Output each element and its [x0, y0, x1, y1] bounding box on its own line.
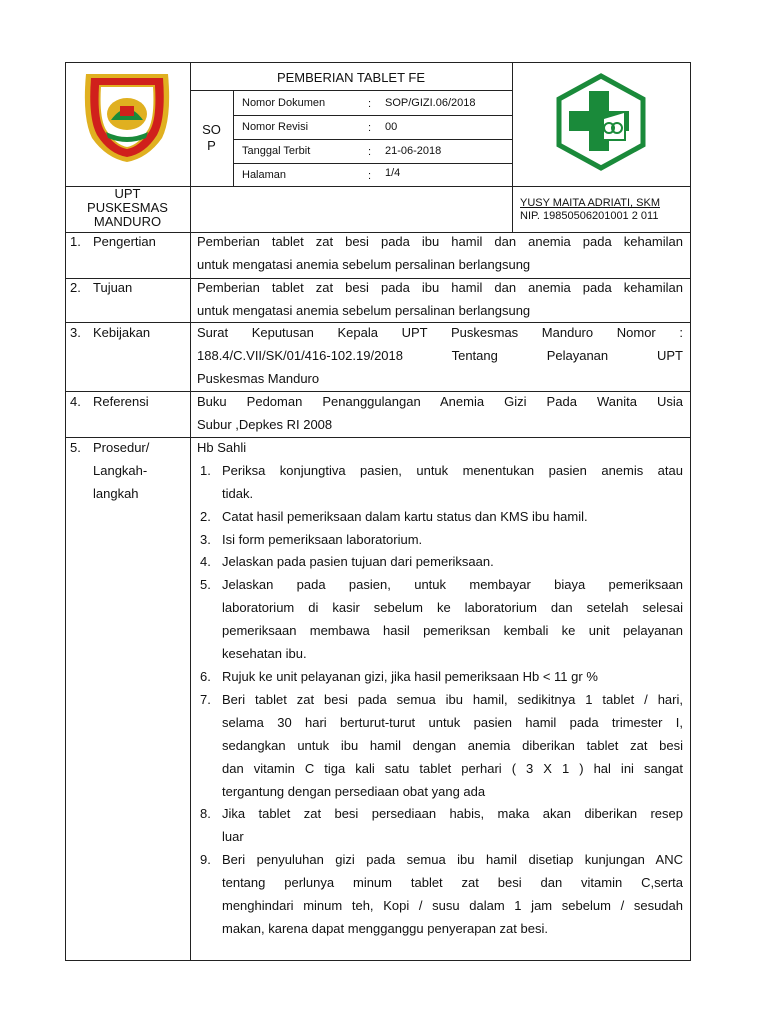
- step-number: 9.: [200, 852, 211, 867]
- pengertian-line: Pemberian tablet zat besi pada ibu hamil dan anemia pada kehamilan: [197, 234, 683, 249]
- tujuan-line: Pemberian tablet zat besi pada ibu hamil dan anemia pada kehamilan: [197, 280, 683, 295]
- step-line: Beri penyuluhan gizi pada semua ibu hamil disetiap kunjungan ANC: [222, 852, 683, 867]
- org-name: UPT PUSKESMAS MANDURO: [87, 186, 168, 229]
- step-line: sedangkan untuk ibu hamil dengan anemia diberikan tablet zat besi: [222, 738, 683, 753]
- section-label-prosedur: Prosedur/: [93, 440, 150, 455]
- step-number: 4.: [200, 554, 211, 569]
- step-line: Catat hasil pemeriksaan dalam kartu status dan KMS ibu hamil.: [222, 509, 588, 524]
- meta-label-doc-number: Nomor Dokumen: [242, 97, 326, 109]
- signer-name: YUSY MAITA ADRIATI, SKM: [520, 197, 660, 209]
- step-line: Jika tablet zat besi persediaan habis, maka akan diberikan resep: [222, 806, 683, 821]
- step-line: Jelaskan pada pasien, untuk membayar biaya pemeriksaan: [222, 577, 683, 592]
- referensi-line: Buku Pedoman Penanggulangan Anemia Gizi Pada Wanita Usia: [197, 394, 683, 409]
- step-number: 5.: [200, 577, 211, 592]
- section-number: 4.: [70, 394, 81, 409]
- meta-sep: :: [368, 98, 372, 110]
- section-label-kebijakan: Kebijakan: [93, 325, 151, 340]
- prosedur-intro: Hb Sahli: [197, 440, 247, 455]
- step-line: luar: [222, 829, 244, 844]
- kebijakan-line: 188.4/C.VII/SK/01/416-102.19/2018 Tentang Pelayanan UPT: [197, 348, 683, 363]
- step-line: makan, karena dapat mengganggu penyerapan zat besi.: [222, 921, 548, 936]
- step-number: 3.: [200, 532, 211, 547]
- meta-sep: :: [368, 146, 372, 158]
- section-label-tujuan: Tujuan: [93, 280, 133, 295]
- step-number: 2.: [200, 509, 211, 524]
- meta-value-doc-number: SOP/GIZI.06/2018: [385, 97, 476, 109]
- meta-value-page: 1/4: [385, 167, 401, 179]
- meta-value-revision: 00: [385, 121, 398, 133]
- step-line: Rujuk ke unit pelayanan gizi, jika hasil pemeriksaan Hb < 11 gr %: [222, 669, 598, 684]
- kebijakan-line: Puskesmas Manduro: [197, 371, 320, 386]
- puskesmas-logo-icon: [552, 73, 650, 171]
- step-number: 6.: [200, 669, 211, 684]
- step-number: 8.: [200, 806, 211, 821]
- step-line: Periksa konjungtiva pasien, untuk menentukan pasien anemis atau: [222, 463, 683, 478]
- signer-nip: NIP. 19850506201001 2 011: [520, 210, 659, 222]
- sop-label: SO P: [202, 122, 221, 153]
- step-line: laboratorium di kasir sebelum ke laboratorium dan setelah selesai: [222, 600, 683, 615]
- meta-sep: :: [368, 122, 372, 134]
- regency-emblem-icon: [78, 68, 176, 164]
- step-line: kesehatan ibu.: [222, 646, 307, 661]
- step-line: tergantung dengan persediaan obat yang ada: [222, 784, 486, 799]
- step-line: Jelaskan pada pasien tujuan dari pemeriksaan.: [222, 554, 494, 569]
- step-line: tidak.: [222, 486, 254, 501]
- meta-value-issue-date: 21-06-2018: [385, 145, 442, 157]
- meta-sep: :: [368, 170, 372, 182]
- kebijakan-line: Surat Keputusan Kepala UPT Puskesmas Manduro Nomor :: [197, 325, 683, 340]
- step-line: Isi form pemeriksaan laboratorium.: [222, 532, 423, 547]
- step-number: 7.: [200, 692, 211, 707]
- step-line: menghindari minum teh, Kopi / susu dalam 1 jam sebelum / sesudah: [222, 898, 683, 913]
- section-label-referensi: Referensi: [93, 394, 149, 409]
- section-label-prosedur: Langkah-: [93, 463, 148, 478]
- pengertian-line: untuk mengatasi anemia sebelum persalinan berlangsung: [197, 257, 531, 272]
- section-label-pengertian: Pengertian: [93, 234, 156, 249]
- referensi-line: Subur ,Depkes RI 2008: [197, 417, 333, 432]
- meta-label-issue-date: Tanggal Terbit: [242, 145, 311, 157]
- step-line: dan vitamin C tiga kali satu tablet perhari ( 3 X 1 ) hal ini sangat: [222, 761, 683, 776]
- section-number: 5.: [70, 440, 81, 455]
- section-number: 2.: [70, 280, 81, 295]
- step-line: pemeriksaan membawa hasil pemeriksan kembali ke unit pelayanan: [222, 623, 683, 638]
- section-number: 3.: [70, 325, 81, 340]
- section-label-prosedur: langkah: [93, 486, 139, 501]
- section-number: 1.: [70, 234, 81, 249]
- step-number: 1.: [200, 463, 211, 478]
- document-title: PEMBERIAN TABLET FE: [276, 70, 426, 85]
- step-line: selama 30 hari berturut-turut untuk pasien hamil pada trimester I,: [222, 715, 683, 730]
- meta-label-revision: Nomor Revisi: [242, 121, 309, 133]
- meta-label-page: Halaman: [242, 169, 287, 181]
- step-line: tentang perlunya minum tablet zat besi dan vitamin C,serta: [222, 875, 683, 890]
- tujuan-line: untuk mengatasi anemia sebelum persalinan berlangsung: [197, 303, 531, 318]
- step-line: Beri tablet zat besi pada semua ibu hamil, sedikitnya 1 tablet / hari,: [222, 692, 683, 707]
